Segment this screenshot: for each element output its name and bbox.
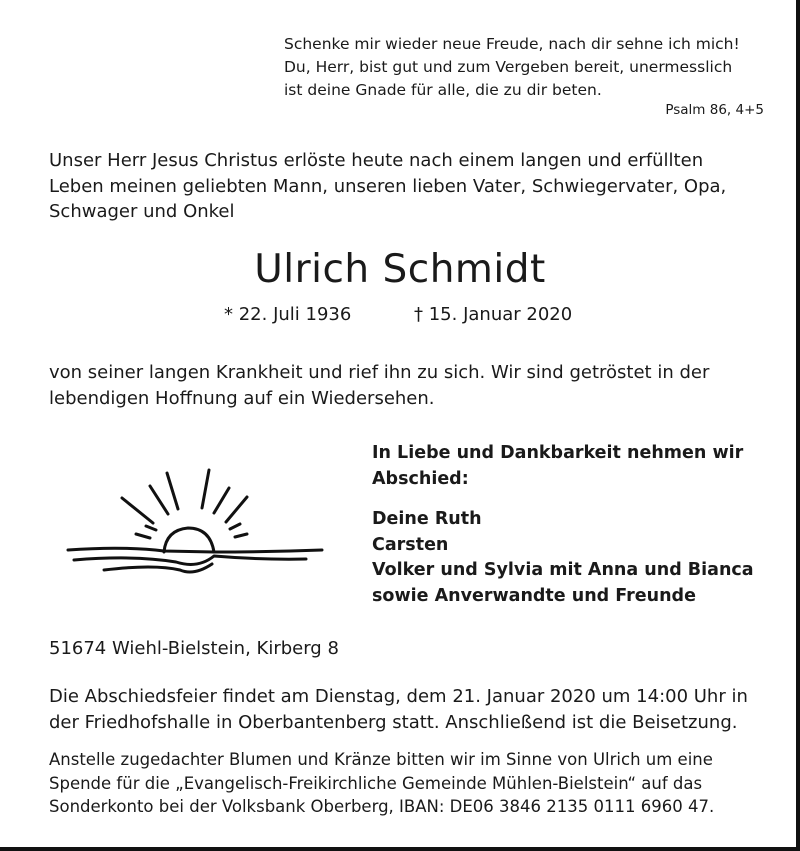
sun-ray	[235, 534, 247, 537]
sun-arc	[164, 528, 214, 552]
ceremony-line: Die Abschiedsfeier findet am Dienstag, dem 21. Januar 2020 um 14:00 Uhr in	[49, 686, 748, 707]
donation-line: Spende für die „Evangelisch-Freikirchliche Gemeinde Mühlen-Bielstein“ auf das	[49, 773, 703, 793]
continuation-line: lebendigen Hoffnung auf ein Wiedersehen.	[49, 387, 435, 409]
mourners-intro-line: In Liebe und Dankbarkeit nehmen wir	[372, 443, 744, 463]
mourners-list	[372, 507, 754, 609]
ceremony-line: der Friedhofshalle in Oberbantenberg statt. Anschließend ist die Beisetzung.	[49, 711, 738, 733]
address: 51674 Wiehl-Bielstein, Kirberg 8	[49, 638, 339, 659]
sun-ray	[226, 497, 247, 522]
sun-ray	[136, 534, 150, 538]
mourner-name: sowie Anverwandte und Freunde	[372, 585, 696, 606]
death-date: † 15. Januar 2020	[414, 304, 573, 325]
sun-ray	[146, 526, 156, 530]
donation-text	[49, 748, 714, 819]
announcement-line: Unser Herr Jesus Christus erlöste heute nach einem langen und erfüllten	[49, 150, 704, 171]
sun-ray	[230, 524, 240, 529]
birth-date: * 22. Juli 1936	[224, 304, 352, 325]
deceased-name: Ulrich Schmidt	[254, 247, 546, 292]
sun-ray	[214, 488, 229, 513]
sun-ray	[167, 473, 178, 509]
horizon-line	[74, 556, 306, 564]
mourners-intro	[372, 441, 743, 492]
psalm-quote	[284, 33, 774, 102]
sun-ray	[122, 498, 153, 523]
sunset-icon	[64, 466, 326, 584]
psalm-reference: Psalm 86, 4+5	[665, 102, 764, 118]
mourner-name: Volker und Sylvia mit Anna und Bianca	[372, 560, 754, 580]
mourners-intro-line: Abschied:	[372, 468, 469, 489]
horizon-line	[68, 548, 322, 552]
psalm-line: ist deine Gnade für alle, die zu dir beten.	[284, 81, 602, 99]
announcement-text	[49, 148, 726, 225]
mourner-name: Carsten	[372, 534, 449, 555]
announcement-line: Schwager und Onkel	[49, 201, 235, 222]
donation-line: Anstelle zugedachter Blumen und Kränze bitten wir im Sinne von Ulrich um eine	[49, 750, 713, 769]
sun-ray	[202, 470, 209, 508]
continuation-line: von seiner langen Krankheit und rief ihn zu sich. Wir sind getröstet in der	[49, 362, 710, 383]
ceremony-text	[49, 684, 748, 735]
sun-ray	[150, 486, 168, 514]
psalm-line: Du, Herr, bist gut und zum Vergeben bereit, unermesslich	[284, 58, 733, 76]
mourner-name: Deine Ruth	[372, 509, 482, 529]
announcement-line: Leben meinen geliebten Mann, unseren lieben Vater, Schwiegervater, Opa,	[49, 175, 727, 197]
continuation-text	[49, 360, 709, 411]
psalm-line: Schenke mir wieder neue Freude, nach dir sehne ich mich!	[284, 35, 740, 53]
donation-line: Sonderkonto bei der Volksbank Oberberg, IBAN: DE06 3846 2135 0111 6960 47.	[49, 797, 715, 816]
